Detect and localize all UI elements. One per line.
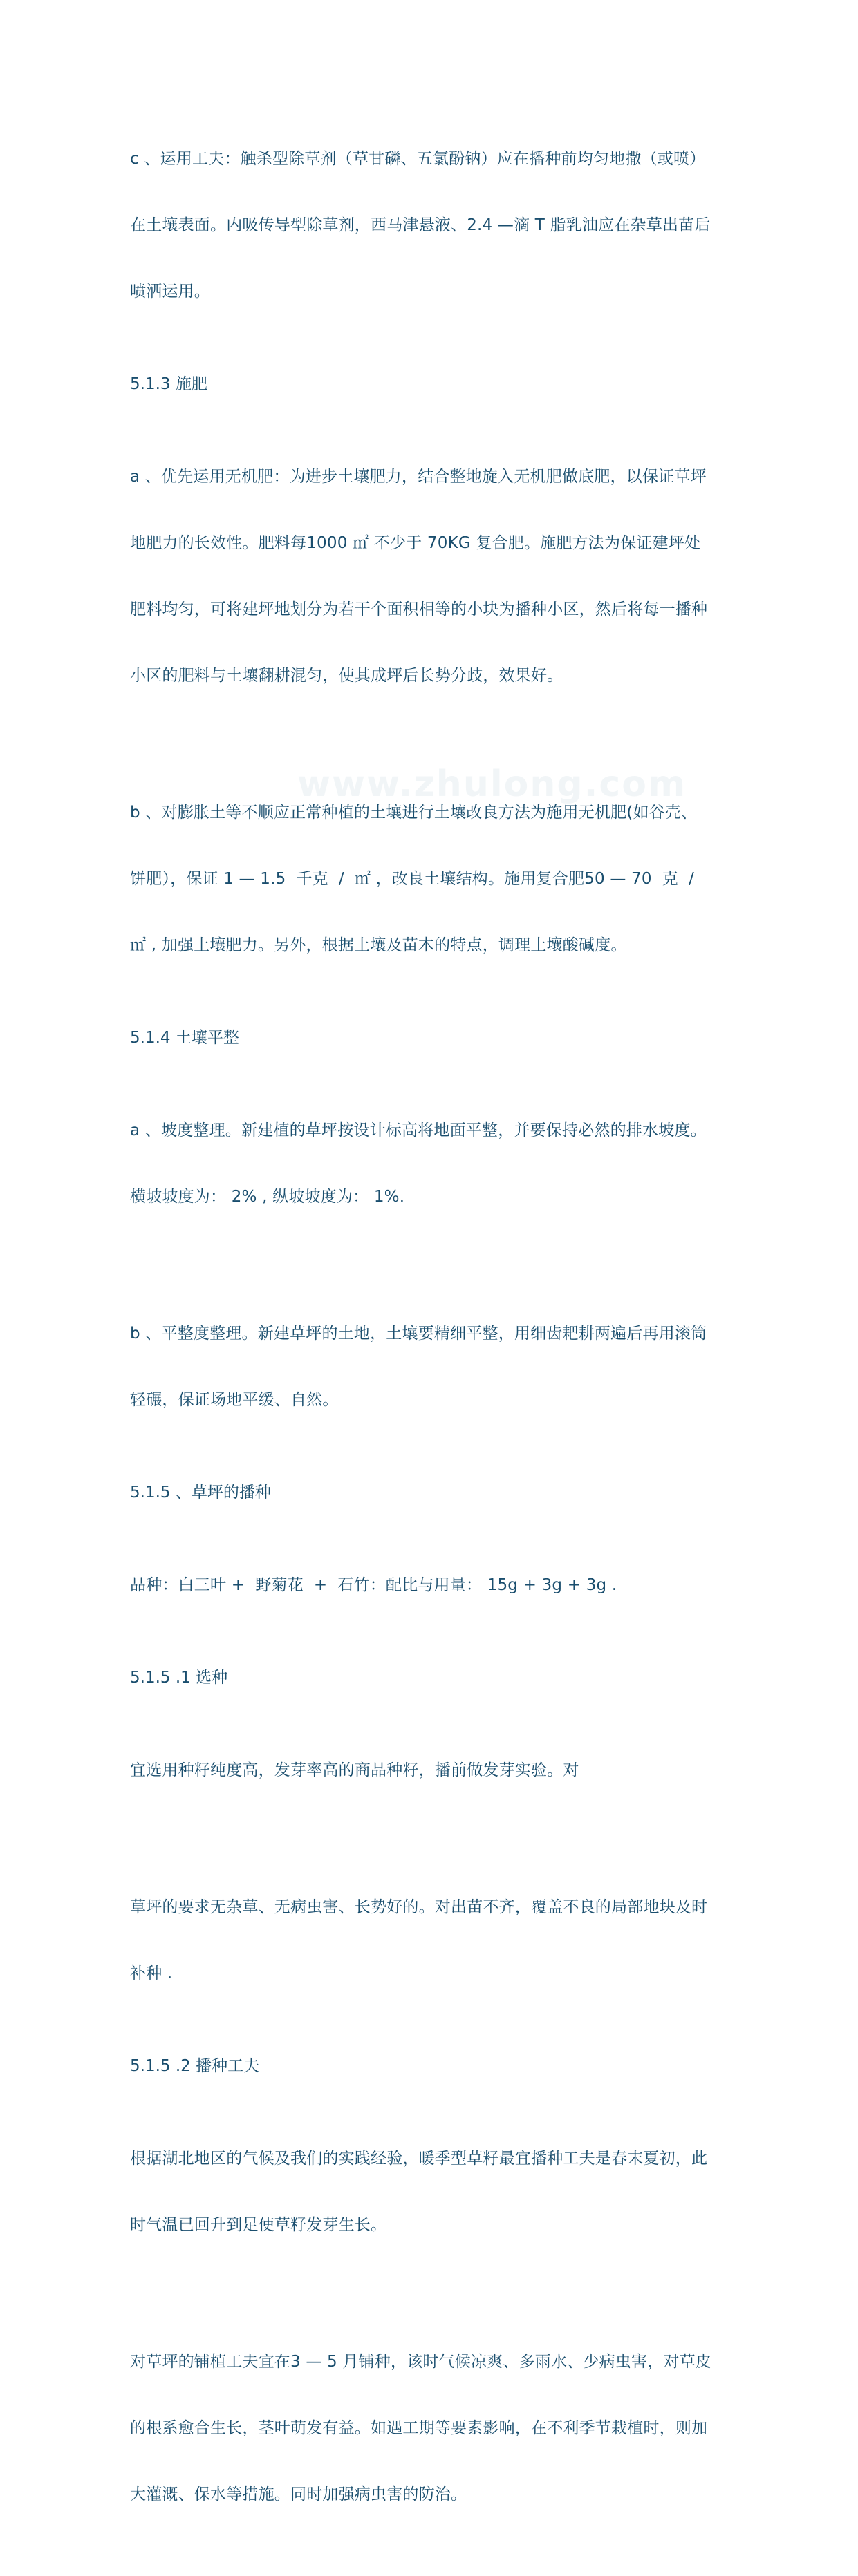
text-line: a 、优先运用无机肥：为进步土壤肥力，结合整地旋入无机肥做底肥，以保证草坪 <box>130 468 707 486</box>
section-heading-5-1-5 <box>130 1481 752 1504</box>
text-line: b 、平整度整理。新建草坪的土地，土壤要精细平整，用细齿耙耕两遍后再用滚筒 <box>130 1325 707 1343</box>
text-line: ㎡ , 加强土壤肥力。另外，根据土壤及苗木的特点，调理土壤酸碱度。 <box>130 936 627 954</box>
text-line: 时气温已回升到足使草籽发芽生长。 <box>130 2216 387 2234</box>
text-line: 在土壤表面。内吸传导型除草剂，西马津悬液、2.4 —滴 T 脂乳油应在杂草出苗后 <box>130 216 711 234</box>
text-line: 地肥力的长效性。肥料每1000 ㎡ 不少于 70KG 复合肥。施肥方法为保证建坪处 <box>130 534 701 552</box>
text-line: 大灌溉、保水等措施。同时加强病虫害的防治。 <box>130 2485 467 2503</box>
paragraph-planting-time <box>130 2307 752 2550</box>
text-line: 饼肥），保证 1 — 1.5 千克 / ㎡ ，改良土壤结构。施用复合肥50 — 70 克 / <box>130 870 694 888</box>
text-line: 草坪的要求无杂草、无病虫害、长势好的。对出苗不齐，覆盖不良的局部地块及时 <box>130 1898 708 1916</box>
section-heading-5-1-5-1 <box>130 1667 752 1689</box>
paragraph-herbicide-usage <box>130 104 752 347</box>
paragraph-fertilizer-a <box>130 422 752 731</box>
section-heading-5-1-5-2 <box>130 2055 752 2077</box>
paragraph-sowing-time <box>130 2103 752 2280</box>
text-line: c 、运用工夫：触杀型除草剂（草甘磷、五氯酚钠）应在播种前均匀地撒（或喷） <box>130 150 706 168</box>
text-line: 的根系愈合生长，茎叶萌发有益。如遇工期等要素影响，在不利季节栽植时，则加 <box>130 2419 708 2437</box>
text-line: 横坡坡度为： 2% , 纵坡坡度为： 1%. <box>130 1188 405 1206</box>
text-line: 品种：白三叶 + 野菊花 + 石竹：配比与用量： 15g + 3g + 3g . <box>130 1576 617 1594</box>
text-line: 小区的肥料与土壤翻耕混匀，使其成坪后长势分歧，效果好。 <box>130 667 563 685</box>
paragraph-flatness <box>130 1278 752 1455</box>
text-line: 补种 . <box>130 1964 173 1982</box>
heading-text: 5.1.5 .2 播种工夫 <box>130 2057 260 2075</box>
heading-text: 5.1.5 、草坪的播种 <box>130 1484 271 1502</box>
paragraph-slope <box>130 1075 752 1252</box>
text-line: 宜选用种籽纯度高，发芽率高的商品种籽，播前做发芽实验。对 <box>130 1761 579 1779</box>
text-line: b 、对膨胀土等不顺应正常种植的土壤进行土壤改良方法为施用无机肥(如谷壳、 <box>130 804 698 822</box>
paragraph-seed-selection <box>130 1715 752 1826</box>
text-line: a 、坡度整理。新建植的草坪按设计标高将地面平整，并要保持必然的排水坡度。 <box>130 1121 707 1139</box>
text-line: 轻碾，保证场地平缓、自然。 <box>130 1391 339 1409</box>
section-heading-5-1-4 <box>130 1027 752 1049</box>
section-heading-5-1-3 <box>130 373 752 395</box>
watermark-text: www.zhulong.com <box>297 764 687 805</box>
heading-text: 5.1.4 土壤平整 <box>130 1029 239 1047</box>
text-line: 肥料均匀，可将建坪地划分为若干个面积相等的小块为播种小区，然后将每一播种 <box>130 600 708 618</box>
heading-text: 5.1.3 施肥 <box>130 375 207 393</box>
document-body <box>130 104 752 2576</box>
paragraph-fertilizer-b <box>130 757 752 1001</box>
paragraph-lawn-requirements <box>130 1852 752 2029</box>
text-line: 根据湖北地区的气候及我们的实践经验，暖季型草籽最宜播种工夫是春末夏初，此 <box>130 2150 708 2168</box>
text-line: 对草坪的铺植工夫宜在3 — 5 月铺种，该时气候凉爽、多雨水、少病虫害，对草皮 <box>130 2353 711 2371</box>
paragraph-varieties <box>130 1530 752 1640</box>
text-line: 喷洒运用。 <box>130 283 210 301</box>
heading-text: 5.1.5 .1 选种 <box>130 1669 228 1687</box>
